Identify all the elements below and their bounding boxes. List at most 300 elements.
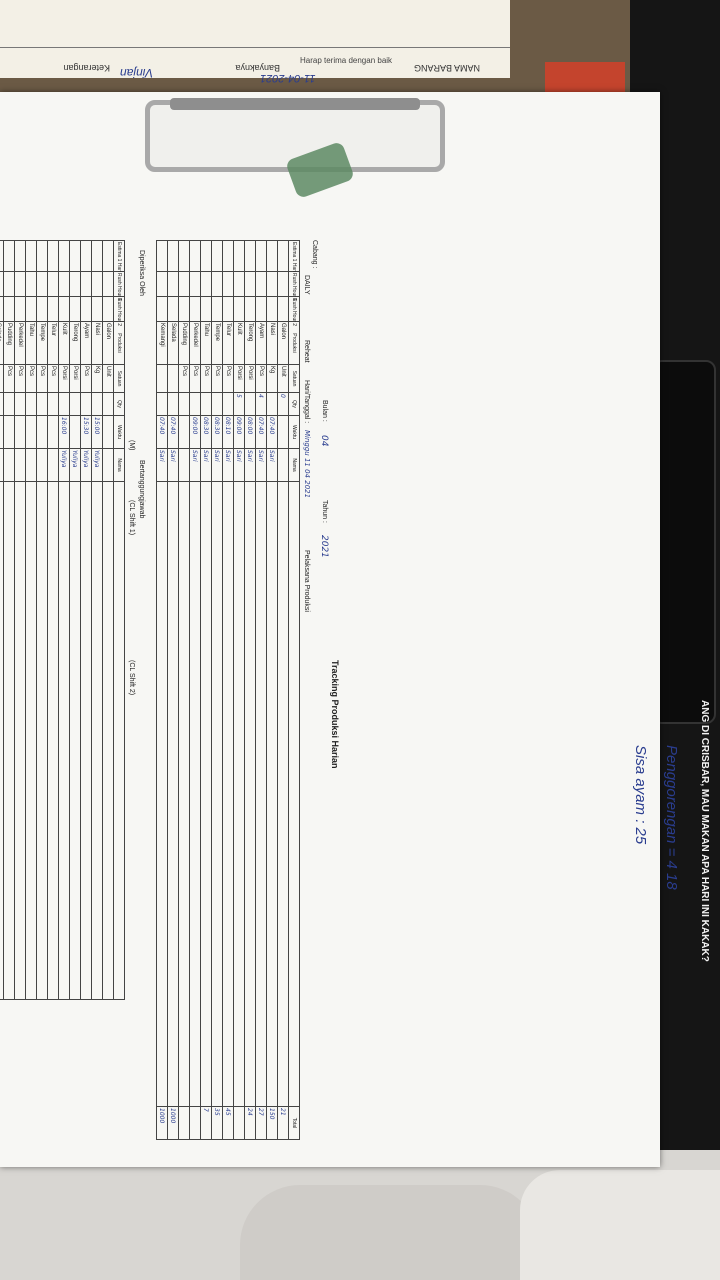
plastic-bag-right	[520, 1170, 720, 1280]
cell-estima	[223, 241, 234, 272]
date-label: Hari/Tanggal :	[303, 380, 310, 424]
cell-nama: Sari	[256, 449, 267, 482]
t2-header-spacer	[114, 482, 125, 1000]
cell-rush1	[190, 272, 201, 297]
cell-waktu: 07:40	[256, 416, 267, 449]
cell-unit: Porsi	[70, 365, 81, 393]
table-row	[157, 241, 168, 1140]
table-row	[212, 241, 223, 1140]
cell-waktu: 07:40	[168, 416, 179, 449]
table-row	[201, 241, 212, 1140]
cell-total: 27	[256, 1107, 267, 1140]
cell-rush2	[92, 297, 103, 322]
cell-nama: Sari	[234, 449, 245, 482]
plastic-bag-left	[240, 1185, 540, 1280]
cell-estima	[81, 241, 92, 272]
table-row	[59, 241, 70, 1000]
cell-estima	[168, 241, 179, 272]
cell-rush1	[103, 272, 114, 297]
cell-rush1	[70, 272, 81, 297]
cell-rush2	[48, 297, 59, 322]
cell-nama: Yuliya	[92, 449, 103, 482]
cell-rush1	[92, 272, 103, 297]
cell-qty	[37, 393, 48, 416]
table-row	[179, 241, 190, 1140]
cell-waktu	[278, 416, 289, 449]
cell-total: 150	[267, 1107, 278, 1140]
cell-unit: Pcs	[37, 365, 48, 393]
cell-qty: 4	[256, 393, 267, 416]
cell-unit: Pcs	[223, 365, 234, 393]
cell-unit: Porsi	[234, 365, 245, 393]
cell-qty	[15, 393, 26, 416]
cell-estima	[157, 241, 168, 272]
cell-total: 1000	[168, 1107, 179, 1140]
header-produksi: Produksi	[289, 322, 300, 365]
cell-rush1	[223, 272, 234, 297]
table-row	[0, 241, 4, 1000]
date-value: Minggu 11 04 2021	[303, 430, 311, 499]
cell-total: 45	[223, 1107, 234, 1140]
cell-nama: Yuliya	[59, 449, 70, 482]
cell-total: 7	[201, 1107, 212, 1140]
table-row	[234, 241, 245, 1140]
cell-rush1	[201, 272, 212, 297]
table-row	[223, 241, 234, 1140]
cell-qty	[103, 393, 114, 416]
cell-qty	[245, 393, 256, 416]
cell-qty	[168, 393, 179, 416]
cell-estima	[179, 241, 190, 272]
cell-spacer	[48, 482, 59, 1000]
cell-unit: Unit	[103, 365, 114, 393]
cell-total	[179, 1107, 190, 1140]
cell-rush1	[37, 272, 48, 297]
t2-header-waktu: Waktu	[114, 416, 125, 449]
cell-waktu	[179, 416, 190, 449]
cell-unit: Pcs	[256, 365, 267, 393]
t2-header-qty: Qty	[114, 393, 125, 416]
cell-rush2	[70, 297, 81, 322]
cell-unit: Porsi	[245, 365, 256, 393]
cell-rush1	[267, 272, 278, 297]
cell-rush2	[212, 297, 223, 322]
cell-waktu	[0, 416, 4, 449]
side-note-2: Sisa ayam : 25	[632, 745, 649, 845]
phone	[652, 360, 716, 724]
cell-qty	[26, 393, 37, 416]
cell-spacer	[157, 482, 168, 1107]
m-label: (M)	[128, 440, 135, 451]
cell-waktu	[103, 416, 114, 449]
cell-item: Galon	[103, 322, 114, 365]
cell-rush2	[4, 297, 15, 322]
cell-spacer	[15, 482, 26, 1000]
cell-total	[190, 1107, 201, 1140]
cell-item: Selada	[168, 322, 179, 365]
cell-waktu: 07:40	[267, 416, 278, 449]
cell-total	[234, 1107, 245, 1140]
cell-estima	[15, 241, 26, 272]
cell-item: Terong	[70, 322, 81, 365]
cell-estima	[201, 241, 212, 272]
cell-rush2	[190, 297, 201, 322]
cell-rush2	[157, 297, 168, 322]
cell-nama	[179, 449, 190, 482]
header-rush2: Rush Hour 2	[289, 297, 300, 322]
cell-qty	[81, 393, 92, 416]
cell-item: Kulit	[234, 322, 245, 365]
cell-rush1	[278, 272, 289, 297]
cell-waktu	[48, 416, 59, 449]
cell-spacer	[92, 482, 103, 1000]
t2-header-satuan: Satuan	[114, 365, 125, 393]
table-row	[48, 241, 59, 1000]
cell-spacer	[256, 482, 267, 1107]
note-receipt-line: Harap terima dengan baik	[300, 56, 393, 65]
cell-item: Perkedel	[190, 322, 201, 365]
cell-waktu: 08:30	[212, 416, 223, 449]
table-row	[190, 241, 201, 1140]
cell-rush1	[15, 272, 26, 297]
table-row	[103, 241, 114, 1000]
cell-spacer	[70, 482, 81, 1000]
note-date: 11-04-2021	[260, 72, 316, 84]
cell-rush2	[267, 297, 278, 322]
cell-rush2	[59, 297, 70, 322]
cell-waktu: 15:00	[92, 416, 103, 449]
cell-qty	[157, 393, 168, 416]
cell-rush1	[234, 272, 245, 297]
cell-waktu: 16:00	[59, 416, 70, 449]
cell-rush1	[59, 272, 70, 297]
cell-waktu: 09:00	[190, 416, 201, 449]
cell-estima	[245, 241, 256, 272]
cell-estima	[48, 241, 59, 272]
cell-nama	[4, 449, 15, 482]
header-total: Total	[289, 1107, 300, 1140]
cell-item: Ayam	[81, 322, 92, 365]
t2-header-rush1: Rush Hour 1	[114, 272, 125, 297]
cell-rush1	[0, 272, 4, 297]
cell-rush2	[234, 297, 245, 322]
cell-estima	[26, 241, 37, 272]
cell-rush1	[168, 272, 179, 297]
cell-unit: Pcs	[179, 365, 190, 393]
header-spacer	[289, 482, 300, 1107]
cell-unit: Porsi	[59, 365, 70, 393]
delivery-note	[0, 0, 510, 78]
tracking-form-rotated	[6, 240, 340, 1180]
cell-qty	[70, 393, 81, 416]
promo-strip-rotated	[680, 700, 710, 1120]
cell-rush1	[81, 272, 92, 297]
cell-nama: Sari	[168, 449, 179, 482]
cell-estima	[278, 241, 289, 272]
cell-item: Tahu	[201, 322, 212, 365]
cell-spacer	[0, 482, 4, 1000]
cell-rush1	[4, 272, 15, 297]
cell-spacer	[267, 482, 278, 1107]
table-row	[168, 241, 179, 1140]
cell-rush1	[245, 272, 256, 297]
cell-rush2	[103, 297, 114, 322]
promo-text: ANG DI CRISBAR, MAU MAKAN APA HARI INI KAKAK?	[699, 700, 710, 962]
cell-unit: Pcs	[26, 365, 37, 393]
cell-spacer	[201, 482, 212, 1107]
cell-unit: Pcs	[15, 365, 26, 393]
pelaksana-label: Pelaksana Produksi	[303, 550, 310, 612]
reheat-label: Reheat	[303, 340, 310, 363]
cell-spacer	[245, 482, 256, 1107]
cell-nama: Sari	[223, 449, 234, 482]
cell-qty: 0	[278, 393, 289, 416]
cell-estima	[70, 241, 81, 272]
cell-spacer	[81, 482, 92, 1000]
cell-unit: Unit	[278, 365, 289, 393]
t2-header-rush2: Rush Hour 2	[114, 297, 125, 322]
cell-unit: Pcs	[190, 365, 201, 393]
tahun-value: 2021	[319, 535, 329, 558]
table-row	[37, 241, 48, 1000]
note-heading-mid: Banyaknya	[235, 63, 280, 73]
cell-spacer	[37, 482, 48, 1000]
table-row	[15, 241, 26, 1000]
production-table-2	[0, 240, 125, 1000]
cell-rush1	[256, 272, 267, 297]
cell-waktu: 07:40	[157, 416, 168, 449]
cell-waktu: 09:00	[234, 416, 245, 449]
cell-rush1	[26, 272, 37, 297]
cell-qty	[190, 393, 201, 416]
t2-header-nama: Nama	[114, 449, 125, 482]
cell-estima	[92, 241, 103, 272]
cell-rush2	[223, 297, 234, 322]
cell-spacer	[278, 482, 289, 1107]
tahun-label: Tahun :	[321, 500, 328, 523]
cell-unit: Pcs	[81, 365, 92, 393]
cell-waktu	[37, 416, 48, 449]
cell-rush1	[157, 272, 168, 297]
cell-rush2	[0, 297, 4, 322]
cell-unit: Kg	[92, 365, 103, 393]
table-row	[81, 241, 92, 1000]
cell-item: Galon	[278, 322, 289, 365]
cell-waktu	[26, 416, 37, 449]
cell-spacer	[234, 482, 245, 1107]
cell-unit: Pcs	[212, 365, 223, 393]
header-waktu: Waktu	[289, 416, 300, 449]
cell-nama	[103, 449, 114, 482]
cell-rush2	[26, 297, 37, 322]
cell-nama	[0, 449, 4, 482]
table2-header-row	[114, 241, 125, 1000]
cell-spacer	[103, 482, 114, 1000]
tracking-form	[6, 240, 340, 1180]
cell-item: Telur	[223, 322, 234, 365]
cabang-label: Cabang :	[311, 240, 318, 269]
table-row	[278, 241, 289, 1140]
cell-waktu: 08:10	[223, 416, 234, 449]
cell-item: Nasi	[92, 322, 103, 365]
cell-spacer	[223, 482, 234, 1107]
cell-estima	[4, 241, 15, 272]
cell-qty	[201, 393, 212, 416]
table-row	[70, 241, 81, 1000]
cell-item: Pudding	[4, 322, 15, 365]
binder-clip-bar	[170, 98, 420, 110]
table-row	[245, 241, 256, 1140]
cell-qty	[212, 393, 223, 416]
table-row	[92, 241, 103, 1000]
header-estima: Estima 1 Hari	[289, 241, 300, 272]
cell-total: 35	[212, 1107, 223, 1140]
cell-estima	[0, 241, 4, 272]
cell-spacer	[26, 482, 37, 1000]
cell-qty	[4, 393, 15, 416]
shift2-label: (CL Shift 2)	[128, 660, 135, 696]
cell-total: 21	[278, 1107, 289, 1140]
cell-unit: Pcs	[4, 365, 15, 393]
shift1-label: (CL Shift 1)	[128, 500, 135, 536]
table-row	[267, 241, 278, 1140]
cell-rush1	[212, 272, 223, 297]
cell-nama: Sari	[245, 449, 256, 482]
cell-qty: 5	[234, 393, 245, 416]
cell-rush2	[15, 297, 26, 322]
cell-nama	[48, 449, 59, 482]
cell-total: 1000	[157, 1107, 168, 1140]
cell-nama: Yuliya	[70, 449, 81, 482]
bulan-label: Bulan :	[321, 400, 328, 422]
cell-spacer	[190, 482, 201, 1107]
cell-total: 24	[245, 1107, 256, 1140]
cell-item: Pudding	[179, 322, 190, 365]
cell-estima	[212, 241, 223, 272]
cell-waktu: 08:00	[245, 416, 256, 449]
header-rush1: Rush Hour 1	[289, 272, 300, 297]
cell-spacer	[168, 482, 179, 1107]
cell-nama: Sari	[157, 449, 168, 482]
cell-item: Telur	[48, 322, 59, 365]
cell-estima	[234, 241, 245, 272]
cell-rush2	[179, 297, 190, 322]
cell-unit: Kg	[267, 365, 278, 393]
cell-qty	[267, 393, 278, 416]
cell-estima	[103, 241, 114, 272]
table-row	[4, 241, 15, 1000]
cell-rush2	[245, 297, 256, 322]
cell-unit	[168, 365, 179, 393]
t2-header-produksi: Produksi	[114, 322, 125, 365]
cell-nama: Sari	[212, 449, 223, 482]
cell-rush2	[81, 297, 92, 322]
cell-spacer	[59, 482, 70, 1000]
cell-nama: Sari	[201, 449, 212, 482]
cell-nama	[278, 449, 289, 482]
cell-rush1	[48, 272, 59, 297]
cell-waktu	[70, 416, 81, 449]
cell-waktu: 15:30	[81, 416, 92, 449]
daily-label: DAILY	[303, 275, 310, 295]
header-qty: Qty	[289, 393, 300, 416]
cell-waktu	[4, 416, 15, 449]
signoff-mid: Bertanggungjawab	[138, 460, 145, 519]
cell-estima	[59, 241, 70, 272]
header-nama: Nama	[289, 449, 300, 482]
cell-rush2	[168, 297, 179, 322]
side-notes-rotated	[560, 745, 680, 1005]
table-row	[26, 241, 37, 1000]
cell-qty	[179, 393, 190, 416]
cell-unit	[0, 365, 4, 393]
cell-estima	[256, 241, 267, 272]
cell-spacer	[212, 482, 223, 1107]
cell-nama: Sari	[267, 449, 278, 482]
cell-qty	[59, 393, 70, 416]
signoff-left: Diperiksa Oleh	[138, 250, 145, 296]
cell-item: Perkedel	[15, 322, 26, 365]
note-signer: Vinjan	[120, 66, 154, 80]
cell-item: Tempe	[212, 322, 223, 365]
cell-nama	[15, 449, 26, 482]
cell-unit	[157, 365, 168, 393]
cell-item: Tahu	[26, 322, 37, 365]
t2-header-estima: Estima 1 Hari	[114, 241, 125, 272]
cell-nama	[37, 449, 48, 482]
table-header-row	[289, 241, 300, 1140]
note-heading-right: Keterangan	[63, 63, 110, 73]
cell-rush2	[37, 297, 48, 322]
production-table-1	[156, 240, 300, 1140]
header-satuan: Satuan	[289, 365, 300, 393]
cell-spacer	[4, 482, 15, 1000]
cell-qty	[223, 393, 234, 416]
cell-rush2	[201, 297, 212, 322]
cell-nama: Yuliya	[81, 449, 92, 482]
cell-item	[0, 322, 4, 365]
cell-waktu	[15, 416, 26, 449]
cell-item: Terong	[245, 322, 256, 365]
note-heading-left: NAMA BARANG	[413, 63, 480, 73]
cell-qty	[0, 393, 4, 416]
cell-item: Tempe	[37, 322, 48, 365]
cell-item: Ayam	[256, 322, 267, 365]
cell-estima	[37, 241, 48, 272]
cell-qty	[92, 393, 103, 416]
cell-rush2	[278, 297, 289, 322]
cell-unit: Pcs	[201, 365, 212, 393]
cell-spacer	[179, 482, 190, 1107]
cell-rush1	[179, 272, 190, 297]
cell-unit: Pcs	[48, 365, 59, 393]
cell-estima	[267, 241, 278, 272]
cell-item: Nasi	[267, 322, 278, 365]
bulan-value: 04	[319, 435, 329, 447]
table-row	[256, 241, 267, 1140]
note-grid	[0, 0, 510, 48]
cell-item: Kulit	[59, 322, 70, 365]
cell-nama: Sari	[190, 449, 201, 482]
cell-item: Kemangi	[157, 322, 168, 365]
side-note-1: Penggorengan = 4 18	[663, 745, 680, 890]
cell-qty	[48, 393, 59, 416]
form-title: Tracking Produksi Harian	[330, 660, 340, 769]
side-notes	[560, 745, 680, 1005]
cell-nama	[26, 449, 37, 482]
cell-waktu: 08:30	[201, 416, 212, 449]
cell-estima	[190, 241, 201, 272]
